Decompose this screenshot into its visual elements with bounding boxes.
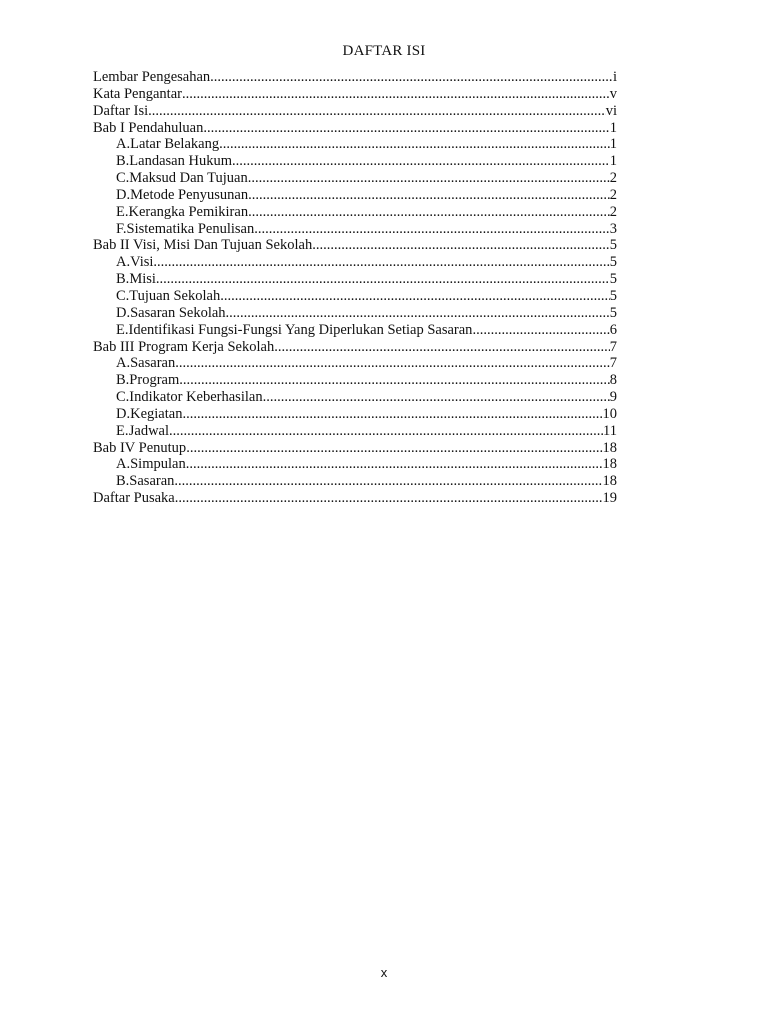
toc-entry-page: 18 <box>602 439 617 456</box>
dot-leader <box>182 406 602 423</box>
toc-entry-letter: C. <box>116 389 130 406</box>
toc-entry-page: 18 <box>602 456 617 473</box>
toc-subentry <box>93 136 617 153</box>
toc-entry-label: Daftar Isi <box>93 102 149 119</box>
toc-entry-page: 18 <box>602 473 617 490</box>
dot-leader <box>182 86 610 103</box>
toc-entry-letter: D. <box>116 186 131 203</box>
toc-entry-page: 5 <box>609 304 617 321</box>
toc-entry-label: Jadwal <box>128 422 170 439</box>
toc-entry-letter: A. <box>116 456 131 473</box>
toc-entry <box>93 120 617 137</box>
toc-entry-page: 3 <box>609 220 617 237</box>
toc-entry-letter: D. <box>116 304 131 321</box>
toc-subentry <box>93 456 617 473</box>
toc-entry-label: Identifikasi Fungsi-Fungsi Yang Diperlukan Setiap Sasaran <box>128 321 473 338</box>
toc-entry-label: Kerangka Pemikiran <box>128 203 249 220</box>
toc-entry <box>93 237 617 254</box>
dot-leader <box>248 170 610 187</box>
toc-entry-letter: E. <box>116 422 129 439</box>
toc-entry-label: Bab IV Penutup <box>93 439 187 456</box>
toc-entry-letter: B. <box>116 473 130 490</box>
toc-entry-letter: D. <box>116 405 131 422</box>
toc-entry-page: 9 <box>609 389 617 406</box>
dot-leader <box>156 271 610 288</box>
toc-entry-label: Lembar Pengesahan <box>93 69 211 85</box>
dot-leader <box>179 372 610 389</box>
table-of-contents <box>93 69 617 507</box>
toc-entry-page: 2 <box>609 170 617 187</box>
toc-entry-page: 1 <box>609 119 617 136</box>
dot-leader <box>153 254 609 271</box>
dot-leader <box>203 120 609 137</box>
toc-entry-label: Sistematika Penulisan <box>126 220 255 237</box>
dot-leader <box>186 440 602 457</box>
dot-leader <box>219 136 610 153</box>
toc-entry-label: Kata Pengantar <box>93 85 182 102</box>
toc-entry-label: Indikator Keberhasilan <box>129 389 263 406</box>
toc-subentry <box>93 187 617 204</box>
document-title: DAFTAR ISI <box>342 43 426 59</box>
toc-subentry <box>93 389 617 406</box>
toc-subentry <box>93 322 617 339</box>
toc-entry-label: Kegiatan <box>130 405 183 422</box>
toc-entry-label: Bab II Visi, Misi Dan Tujuan Sekolah <box>93 237 313 254</box>
toc-subentry <box>93 473 617 490</box>
toc-entry-letter: A. <box>116 254 131 271</box>
toc-entry-label: Misi <box>129 271 156 288</box>
toc-entry <box>93 69 617 86</box>
dot-leader <box>248 187 610 204</box>
toc-entry-letter: C. <box>116 170 130 187</box>
dot-leader <box>226 305 610 322</box>
toc-entry-letter: C. <box>116 287 130 304</box>
toc-entry-label: Program <box>129 372 180 389</box>
toc-entry-page: 7 <box>609 338 617 355</box>
dot-leader <box>254 221 610 238</box>
toc-entry-letter: E. <box>116 203 129 220</box>
toc-entry-page: vi <box>605 102 617 119</box>
toc-subentry <box>93 170 617 187</box>
toc-entry-page: 10 <box>602 405 617 422</box>
toc-subentry <box>93 372 617 389</box>
toc-subentry <box>93 355 617 372</box>
page-number: x <box>380 965 388 980</box>
dot-leader <box>263 389 610 406</box>
toc-entry-page: 2 <box>609 186 617 203</box>
dot-leader <box>148 103 606 120</box>
toc-subentry <box>93 221 617 238</box>
toc-entry-page: 5 <box>609 237 617 254</box>
toc-entry <box>93 440 617 457</box>
toc-entry-page: 1 <box>609 153 617 170</box>
toc-subentry <box>93 305 617 322</box>
dot-leader <box>248 204 610 221</box>
toc-subentry <box>93 271 617 288</box>
toc-entry-letter: B. <box>116 153 130 170</box>
toc-entry-page: 19 <box>602 490 617 507</box>
toc-entry-label: Latar Belakang <box>130 136 220 153</box>
dot-leader <box>472 322 609 339</box>
toc-entry-label: Bab I Pendahuluan <box>93 119 204 136</box>
toc-entry-letter: E. <box>116 321 129 338</box>
toc-subentry <box>93 406 617 423</box>
dot-leader <box>232 153 610 170</box>
dot-leader <box>175 355 610 372</box>
toc-subentry <box>93 288 617 305</box>
toc-entry-page: 11 <box>603 422 617 439</box>
toc-entry-letter: A. <box>116 355 131 372</box>
toc-entry-label: Metode Penyusunan <box>130 186 249 203</box>
dot-leader <box>169 423 603 440</box>
toc-entry-label: Maksud Dan Tujuan <box>129 170 248 187</box>
toc-entry-page: 1 <box>609 136 617 153</box>
toc-entry-page: 2 <box>609 203 617 220</box>
dot-leader <box>186 456 603 473</box>
dot-leader <box>220 288 610 305</box>
toc-entry-letter: F. <box>116 220 127 237</box>
toc-entry-label: Sasaran <box>129 473 175 490</box>
dot-leader <box>210 69 613 86</box>
dot-leader <box>175 490 603 507</box>
toc-entry-letter: A. <box>116 136 131 153</box>
toc-entry <box>93 339 617 356</box>
toc-entry-label: Daftar Pusaka <box>93 490 175 507</box>
toc-subentry <box>93 204 617 221</box>
toc-subentry <box>93 423 617 440</box>
toc-entry-page: 7 <box>609 355 617 372</box>
toc-entry <box>93 86 617 103</box>
toc-entry-label: Landasan Hukum <box>129 153 232 170</box>
toc-entry-label: Tujuan Sekolah <box>129 287 221 304</box>
toc-subentry <box>93 254 617 271</box>
dot-leader <box>312 237 610 254</box>
toc-entry-page: 5 <box>609 287 617 304</box>
toc-entry-letter: B. <box>116 271 130 288</box>
toc-entry-page: 5 <box>609 254 617 271</box>
toc-entry-label: Sasaran Sekolah <box>130 304 226 321</box>
toc-entry-label: Sasaran <box>130 355 176 372</box>
toc-entry-page: i <box>612 69 617 85</box>
toc-entry <box>93 103 617 120</box>
toc-entry-letter: B. <box>116 372 130 389</box>
toc-entry-page: 5 <box>609 271 617 288</box>
toc-entry <box>93 490 617 507</box>
toc-entry-page: 6 <box>609 321 617 338</box>
toc-entry-page: v <box>609 85 617 102</box>
dot-leader <box>274 339 610 356</box>
toc-entry-label: Simpulan <box>130 456 186 473</box>
dot-leader <box>174 473 602 490</box>
toc-entry-label: Visi <box>130 254 154 271</box>
toc-entry-page: 8 <box>609 372 617 389</box>
toc-subentry <box>93 153 617 170</box>
toc-entry-label: Bab III Program Kerja Sekolah <box>93 338 275 355</box>
